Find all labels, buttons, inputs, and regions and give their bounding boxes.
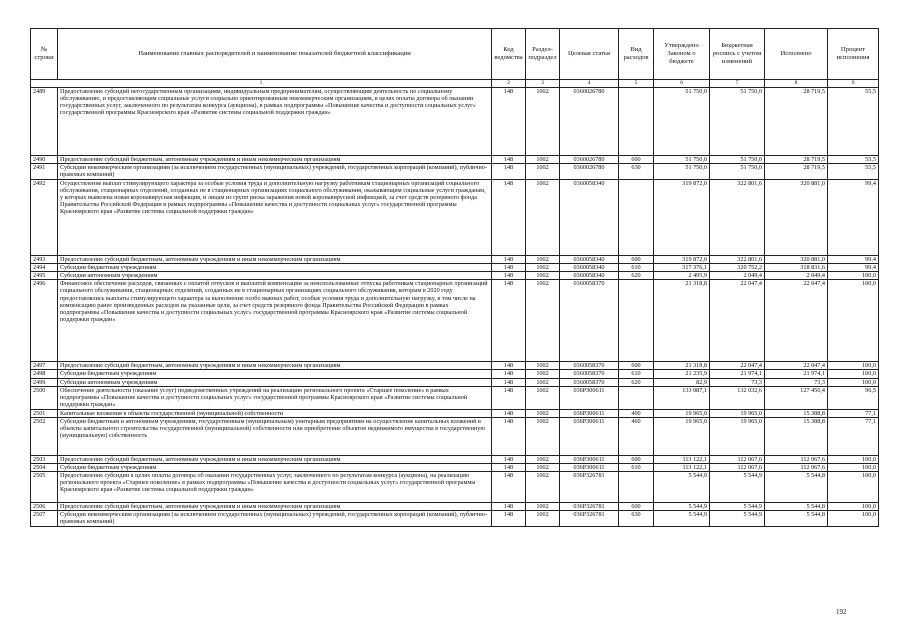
row-target-article: 0360058370 <box>560 378 619 386</box>
row-department-code: 148 <box>492 256 526 264</box>
column-number: 3 <box>526 80 560 88</box>
row-name: Субсидии бюджетным учреждениям <box>58 370 492 378</box>
row-percent: 100,0 <box>828 272 879 280</box>
table-row <box>31 256 879 264</box>
table-row <box>31 88 879 156</box>
row-percent: 99,4 <box>828 256 879 264</box>
table-row <box>31 502 879 510</box>
row-number: 2490 <box>31 156 58 164</box>
row-name: Обеспечение деятельности (оказание услуг) подведомственных учреждений на реализацию регионального проекта «Старшее поколение» в рамках подпрограммы «Повышение качества и доступности социальных услуг» государственной программы Красноярского края «Развитие системы социальной поддержки граждан» <box>58 386 492 409</box>
row-percent: 100,0 <box>828 502 879 510</box>
row-department-code: 148 <box>492 264 526 272</box>
row-department-code: 148 <box>492 386 526 409</box>
row-name: Субсидии бюджетным и автономным учреждениям, государственным (муниципальным) унитарным предприятиям на осуществление капитальных вложений в объекты капитального строительства государственной (муниципальной) собственности или приобретение объектов недвижимого имущества в государственную (муниципальную) собственность <box>58 417 492 455</box>
row-approved: 113 122,1 <box>654 463 710 471</box>
row-expense-type: 630 <box>619 164 654 180</box>
row-section: 1002 <box>526 180 560 256</box>
row-name: Субсидии автономным учреждениям <box>58 272 492 280</box>
row-approved: 317 376,1 <box>654 264 710 272</box>
row-budget-schedule: 51 750,0 <box>710 164 765 180</box>
row-target-article: 0360058370 <box>560 362 619 370</box>
row-number: 2491 <box>31 164 58 180</box>
table-row <box>31 386 879 409</box>
table-row <box>31 471 879 502</box>
row-executed: 2 049,4 <box>765 272 828 280</box>
row-percent: 99,4 <box>828 264 879 272</box>
row-section: 1002 <box>526 164 560 180</box>
row-expense-type: 600 <box>619 256 654 264</box>
row-budget-schedule: 51 750,0 <box>710 88 765 156</box>
table-row <box>31 362 879 370</box>
row-number: 2489 <box>31 88 58 156</box>
row-expense-type: 620 <box>619 272 654 280</box>
row-section: 1002 <box>526 463 560 471</box>
row-expense-type: 600 <box>619 455 654 463</box>
row-target-article: 036P326781 <box>560 511 619 527</box>
row-expense-type: 610 <box>619 264 654 272</box>
row-approved: 21 318,8 <box>654 280 710 362</box>
row-section: 1002 <box>526 280 560 362</box>
row-number: 2507 <box>31 511 58 527</box>
column-number: 9 <box>828 80 879 88</box>
row-department-code: 148 <box>492 164 526 180</box>
row-target-article: 0360058340 <box>560 272 619 280</box>
column-number-row <box>31 80 879 88</box>
table-row <box>31 417 879 455</box>
row-department-code: 148 <box>492 409 526 417</box>
budget-table <box>30 28 879 527</box>
row-percent: 77,1 <box>828 417 879 455</box>
row-department-code: 148 <box>492 502 526 510</box>
row-expense-type <box>619 180 654 256</box>
row-section: 1002 <box>526 370 560 378</box>
row-target-article: 0360058340 <box>560 180 619 256</box>
row-executed: 318 831,6 <box>765 264 828 272</box>
row-percent: 100,0 <box>828 378 879 386</box>
header-expense-type: Вид расходов <box>619 29 654 80</box>
row-executed: 5 544,8 <box>765 502 828 510</box>
row-expense-type <box>619 471 654 502</box>
row-expense-type: 620 <box>619 378 654 386</box>
row-section: 1002 <box>526 256 560 264</box>
column-number: 5 <box>619 80 654 88</box>
row-executed: 22 047,4 <box>765 362 828 370</box>
row-approved: 51 750,0 <box>654 164 710 180</box>
budget-sheet <box>30 28 878 527</box>
row-name: Предоставление субсидий негосударственным организациям, индивидуальным предпринимателям, осуществляющим деятельность по социальному обслуживанию, и предоставляющим социальные услуги социально ориентированным некоммерческим организациям, в целях оплаты договора об оказании государственных услуг, заключенного по результатам конкурса (аукциона), в рамках подпрограммы «Повышение качества и доступности социальных услуг» государственной программы Красноярского края «Развитие системы социальной поддержки граждан» <box>58 88 492 156</box>
row-approved: 5 544,9 <box>654 502 710 510</box>
row-executed: 112 067,6 <box>765 463 828 471</box>
row-name: Субсидии бюджетным учреждениям <box>58 264 492 272</box>
row-target-article: 0360026780 <box>560 156 619 164</box>
table-row <box>31 272 879 280</box>
row-section: 1002 <box>526 471 560 502</box>
table-row <box>31 511 879 527</box>
row-executed: 15 388,8 <box>765 417 828 455</box>
row-percent: 99,4 <box>828 180 879 256</box>
row-percent: 100,0 <box>828 280 879 362</box>
row-target-article: 036P300611 <box>560 417 619 455</box>
column-number: 8 <box>765 80 828 88</box>
header-percent: Процент исполнения <box>828 29 879 80</box>
row-target-article: 036P300611 <box>560 455 619 463</box>
row-name: Субсидии бюджетным учреждениям <box>58 463 492 471</box>
header-name: Наименование главных распорядителей и наименование показателей бюджетной классификации <box>58 29 492 80</box>
row-budget-schedule: 322 801,6 <box>710 256 765 264</box>
row-approved: 5 544,9 <box>654 471 710 502</box>
row-name: Капитальные вложения в объекты государственной (муниципальной) собственности <box>58 409 492 417</box>
row-target-article: 0360058370 <box>560 370 619 378</box>
row-executed: 28 719,5 <box>765 164 828 180</box>
row-executed: 127 456,4 <box>765 386 828 409</box>
row-name: Предоставление субсидии в целях оплаты договора об оказании государственных услуг, заключенного по результатам конкурса (аукциона), на реализацию регионального проекта «Старшее поколение» в рамках подпрограммы «Повышение качества и доступности социальных услуг» государственной программы Красноярского края «Развитие системы социальной поддержки граждан» <box>58 471 492 502</box>
row-department-code: 148 <box>492 88 526 156</box>
row-budget-schedule: 112 067,6 <box>710 455 765 463</box>
row-target-article: 036P300611 <box>560 386 619 409</box>
row-expense-type: 400 <box>619 409 654 417</box>
header-budget-schedule: Бюджетная роспись с учетом изменений <box>710 29 765 80</box>
row-percent: 55,5 <box>828 88 879 156</box>
row-department-code: 148 <box>492 280 526 362</box>
row-target-article: 036P326781 <box>560 471 619 502</box>
row-approved: 82,9 <box>654 378 710 386</box>
row-executed: 22 047,4 <box>765 280 828 362</box>
row-section: 1002 <box>526 264 560 272</box>
row-budget-schedule: 51 750,0 <box>710 156 765 164</box>
row-target-article: 0360026780 <box>560 88 619 156</box>
row-executed: 112 067,6 <box>765 455 828 463</box>
row-approved: 19 965,0 <box>654 409 710 417</box>
header-row-number: № строки <box>31 29 58 80</box>
row-number: 2498 <box>31 370 58 378</box>
row-executed: 28 719,5 <box>765 88 828 156</box>
row-number: 2506 <box>31 502 58 510</box>
row-budget-schedule: 22 047,4 <box>710 280 765 362</box>
row-budget-schedule: 5 544,9 <box>710 502 765 510</box>
row-approved: 319 872,0 <box>654 256 710 264</box>
row-target-article: 0360026780 <box>560 164 619 180</box>
row-name: Предоставление субсидий бюджетным, автономным учреждениям и иным некоммерческим организациям <box>58 455 492 463</box>
row-executed: 73,3 <box>765 378 828 386</box>
row-percent: 55,5 <box>828 164 879 180</box>
row-budget-schedule: 19 965,0 <box>710 417 765 455</box>
row-executed: 320 881,0 <box>765 256 828 264</box>
row-expense-type: 460 <box>619 417 654 455</box>
row-name: Субсидии некоммерческим организациям (за исключением государственных (муниципальных) учреждений, государственных корпораций (компаний), публично-правовых компаний) <box>58 511 492 527</box>
row-executed: 5 544,8 <box>765 511 828 527</box>
row-name: Финансовое обеспечение расходов, связанных с оплатой отпусков и выплатой компенсации за неиспользованные отпуска работникам стационарных организаций социального обслуживания, стационарных отделений, созданных не в стационарных организациях социального обслуживания, которым в 2020 году предоставлялись выплаты стимулирующего характера за выполнение особо важных работ, особые условия труда и дополнительную нагрузку, в том числе на компенсацию ранее произведенных расходов на указанные цели, за счет средств резервного фонда Правительства Российской Федерации в рамках подпрограммы «Повышение качества и доступности социальных услуг» государственной программы Красноярского края «Развитие системы социальной поддержки граждан» <box>58 280 492 362</box>
row-executed: 15 388,8 <box>765 409 828 417</box>
row-department-code: 148 <box>492 463 526 471</box>
page-number: 192 <box>836 608 847 616</box>
row-executed: 5 544,8 <box>765 471 828 502</box>
row-expense-type: 610 <box>619 370 654 378</box>
table-row <box>31 463 879 471</box>
row-expense-type: 600 <box>619 362 654 370</box>
row-number: 2492 <box>31 180 58 256</box>
table-row <box>31 455 879 463</box>
row-budget-schedule: 73,3 <box>710 378 765 386</box>
table-row <box>31 409 879 417</box>
row-executed: 320 881,0 <box>765 180 828 256</box>
row-approved: 21 235,9 <box>654 370 710 378</box>
row-budget-schedule: 2 049,4 <box>710 272 765 280</box>
row-section: 1002 <box>526 88 560 156</box>
row-approved: 19 965,0 <box>654 417 710 455</box>
column-number: 2 <box>492 80 526 88</box>
row-approved: 5 544,9 <box>654 511 710 527</box>
row-expense-type: 600 <box>619 502 654 510</box>
row-section: 1002 <box>526 378 560 386</box>
table-row <box>31 280 879 362</box>
column-number: 6 <box>654 80 710 88</box>
row-department-code: 148 <box>492 417 526 455</box>
row-budget-schedule: 21 974,1 <box>710 370 765 378</box>
row-target-article: 0360058340 <box>560 256 619 264</box>
row-budget-schedule: 19 965,0 <box>710 409 765 417</box>
row-percent: 96,5 <box>828 386 879 409</box>
row-budget-schedule: 5 544,9 <box>710 471 765 502</box>
row-number: 2495 <box>31 272 58 280</box>
row-name: Предоставление субсидий бюджетным, автономным учреждениям и иным некоммерческим организациям <box>58 362 492 370</box>
table-row <box>31 378 879 386</box>
row-department-code: 148 <box>492 180 526 256</box>
row-department-code: 148 <box>492 272 526 280</box>
row-target-article: 036P326781 <box>560 502 619 510</box>
column-number: 7 <box>710 80 765 88</box>
row-approved: 21 318,8 <box>654 362 710 370</box>
row-executed: 21 974,1 <box>765 370 828 378</box>
row-department-code: 148 <box>492 471 526 502</box>
row-department-code: 148 <box>492 362 526 370</box>
row-number: 2496 <box>31 280 58 362</box>
row-department-code: 148 <box>492 156 526 164</box>
row-section: 1002 <box>526 455 560 463</box>
row-number: 2503 <box>31 455 58 463</box>
row-expense-type <box>619 386 654 409</box>
row-expense-type: 630 <box>619 511 654 527</box>
row-expense-type: 610 <box>619 463 654 471</box>
row-section: 1002 <box>526 272 560 280</box>
row-department-code: 148 <box>492 511 526 527</box>
row-number: 2500 <box>31 386 58 409</box>
row-percent: 77,1 <box>828 409 879 417</box>
row-percent: 100,0 <box>828 455 879 463</box>
header-section: Раздел-подраздел <box>526 29 560 80</box>
row-approved: 133 087,1 <box>654 386 710 409</box>
header-department-code: Код ведомства <box>492 29 526 80</box>
row-department-code: 148 <box>492 378 526 386</box>
row-section: 1002 <box>526 502 560 510</box>
header-row <box>31 29 879 80</box>
row-budget-schedule: 320 752,2 <box>710 264 765 272</box>
row-budget-schedule: 322 801,6 <box>710 180 765 256</box>
row-number: 2493 <box>31 256 58 264</box>
header-executed: Исполнено <box>765 29 828 80</box>
row-budget-schedule: 132 032,6 <box>710 386 765 409</box>
column-number: 1 <box>31 80 492 88</box>
row-name: Субсидии некоммерческим организациям (за исключением государственных (муниципальных) учреждений, государственных корпораций (компаний), публично-правовых компаний) <box>58 164 492 180</box>
row-expense-type: 600 <box>619 156 654 164</box>
row-section: 1002 <box>526 156 560 164</box>
row-number: 2494 <box>31 264 58 272</box>
row-budget-schedule: 5 544,9 <box>710 511 765 527</box>
row-name: Предоставление субсидий бюджетным, автономным учреждениям и иным некоммерческим организациям <box>58 256 492 264</box>
row-budget-schedule: 112 067,6 <box>710 463 765 471</box>
row-approved: 2 495,9 <box>654 272 710 280</box>
row-number: 2502 <box>31 417 58 455</box>
row-section: 1002 <box>526 362 560 370</box>
header-target-article: Целевая статья <box>560 29 619 80</box>
row-expense-type <box>619 280 654 362</box>
row-percent: 100,0 <box>828 463 879 471</box>
row-section: 1002 <box>526 417 560 455</box>
row-name: Предоставление субсидий бюджетным, автономным учреждениям и иным некоммерческим организациям <box>58 156 492 164</box>
row-number: 2499 <box>31 378 58 386</box>
row-number: 2505 <box>31 471 58 502</box>
row-expense-type <box>619 88 654 156</box>
row-approved: 113 122,1 <box>654 455 710 463</box>
row-number: 2497 <box>31 362 58 370</box>
row-target-article: 036P300611 <box>560 409 619 417</box>
row-section: 1002 <box>526 386 560 409</box>
row-number: 2504 <box>31 463 58 471</box>
table-row <box>31 164 879 180</box>
row-section: 1002 <box>526 409 560 417</box>
row-executed: 28 719,5 <box>765 156 828 164</box>
row-approved: 51 750,0 <box>654 88 710 156</box>
table-row <box>31 370 879 378</box>
row-approved: 51 750,0 <box>654 156 710 164</box>
table-row <box>31 156 879 164</box>
row-percent: 100,0 <box>828 471 879 502</box>
row-percent: 55,5 <box>828 156 879 164</box>
row-name: Субсидии автономным учреждениям <box>58 378 492 386</box>
table-row <box>31 264 879 272</box>
header-approved: Утверждено Законом о бюджете <box>654 29 710 80</box>
row-approved: 319 872,0 <box>654 180 710 256</box>
row-number: 2501 <box>31 409 58 417</box>
row-name: Предоставление субсидий бюджетным, автономным учреждениям и иным некоммерческим организациям <box>58 502 492 510</box>
row-percent: 100,0 <box>828 362 879 370</box>
row-target-article: 0360058340 <box>560 264 619 272</box>
row-budget-schedule: 22 047,4 <box>710 362 765 370</box>
row-department-code: 148 <box>492 455 526 463</box>
column-number: 4 <box>560 80 619 88</box>
table-row <box>31 180 879 256</box>
row-target-article: 036P300611 <box>560 463 619 471</box>
row-section: 1002 <box>526 511 560 527</box>
row-target-article: 0360058370 <box>560 280 619 362</box>
row-percent: 100,0 <box>828 511 879 527</box>
row-name: Осуществление выплат стимулирующего характера за особые условия труда и дополнительную нагрузку работникам стационарных организаций социального обслуживания, стационарных отделений, созданных не в стационарных организациях социального обслуживания, оказывающим социальные услуги гражданам, у которых выявлена новая коронавирусная инфекция, и лицам из групп риска заражения новой коронавирусной инфекцией, за счет средств резервного фонда Правительства Российской Федерации в рамках подпрограммы «Повышение качества и доступности социальных услуг» государственной программы Красноярского края «Развитие системы социальной поддержки граждан» <box>58 180 492 256</box>
row-percent: 100,0 <box>828 370 879 378</box>
row-department-code: 148 <box>492 370 526 378</box>
